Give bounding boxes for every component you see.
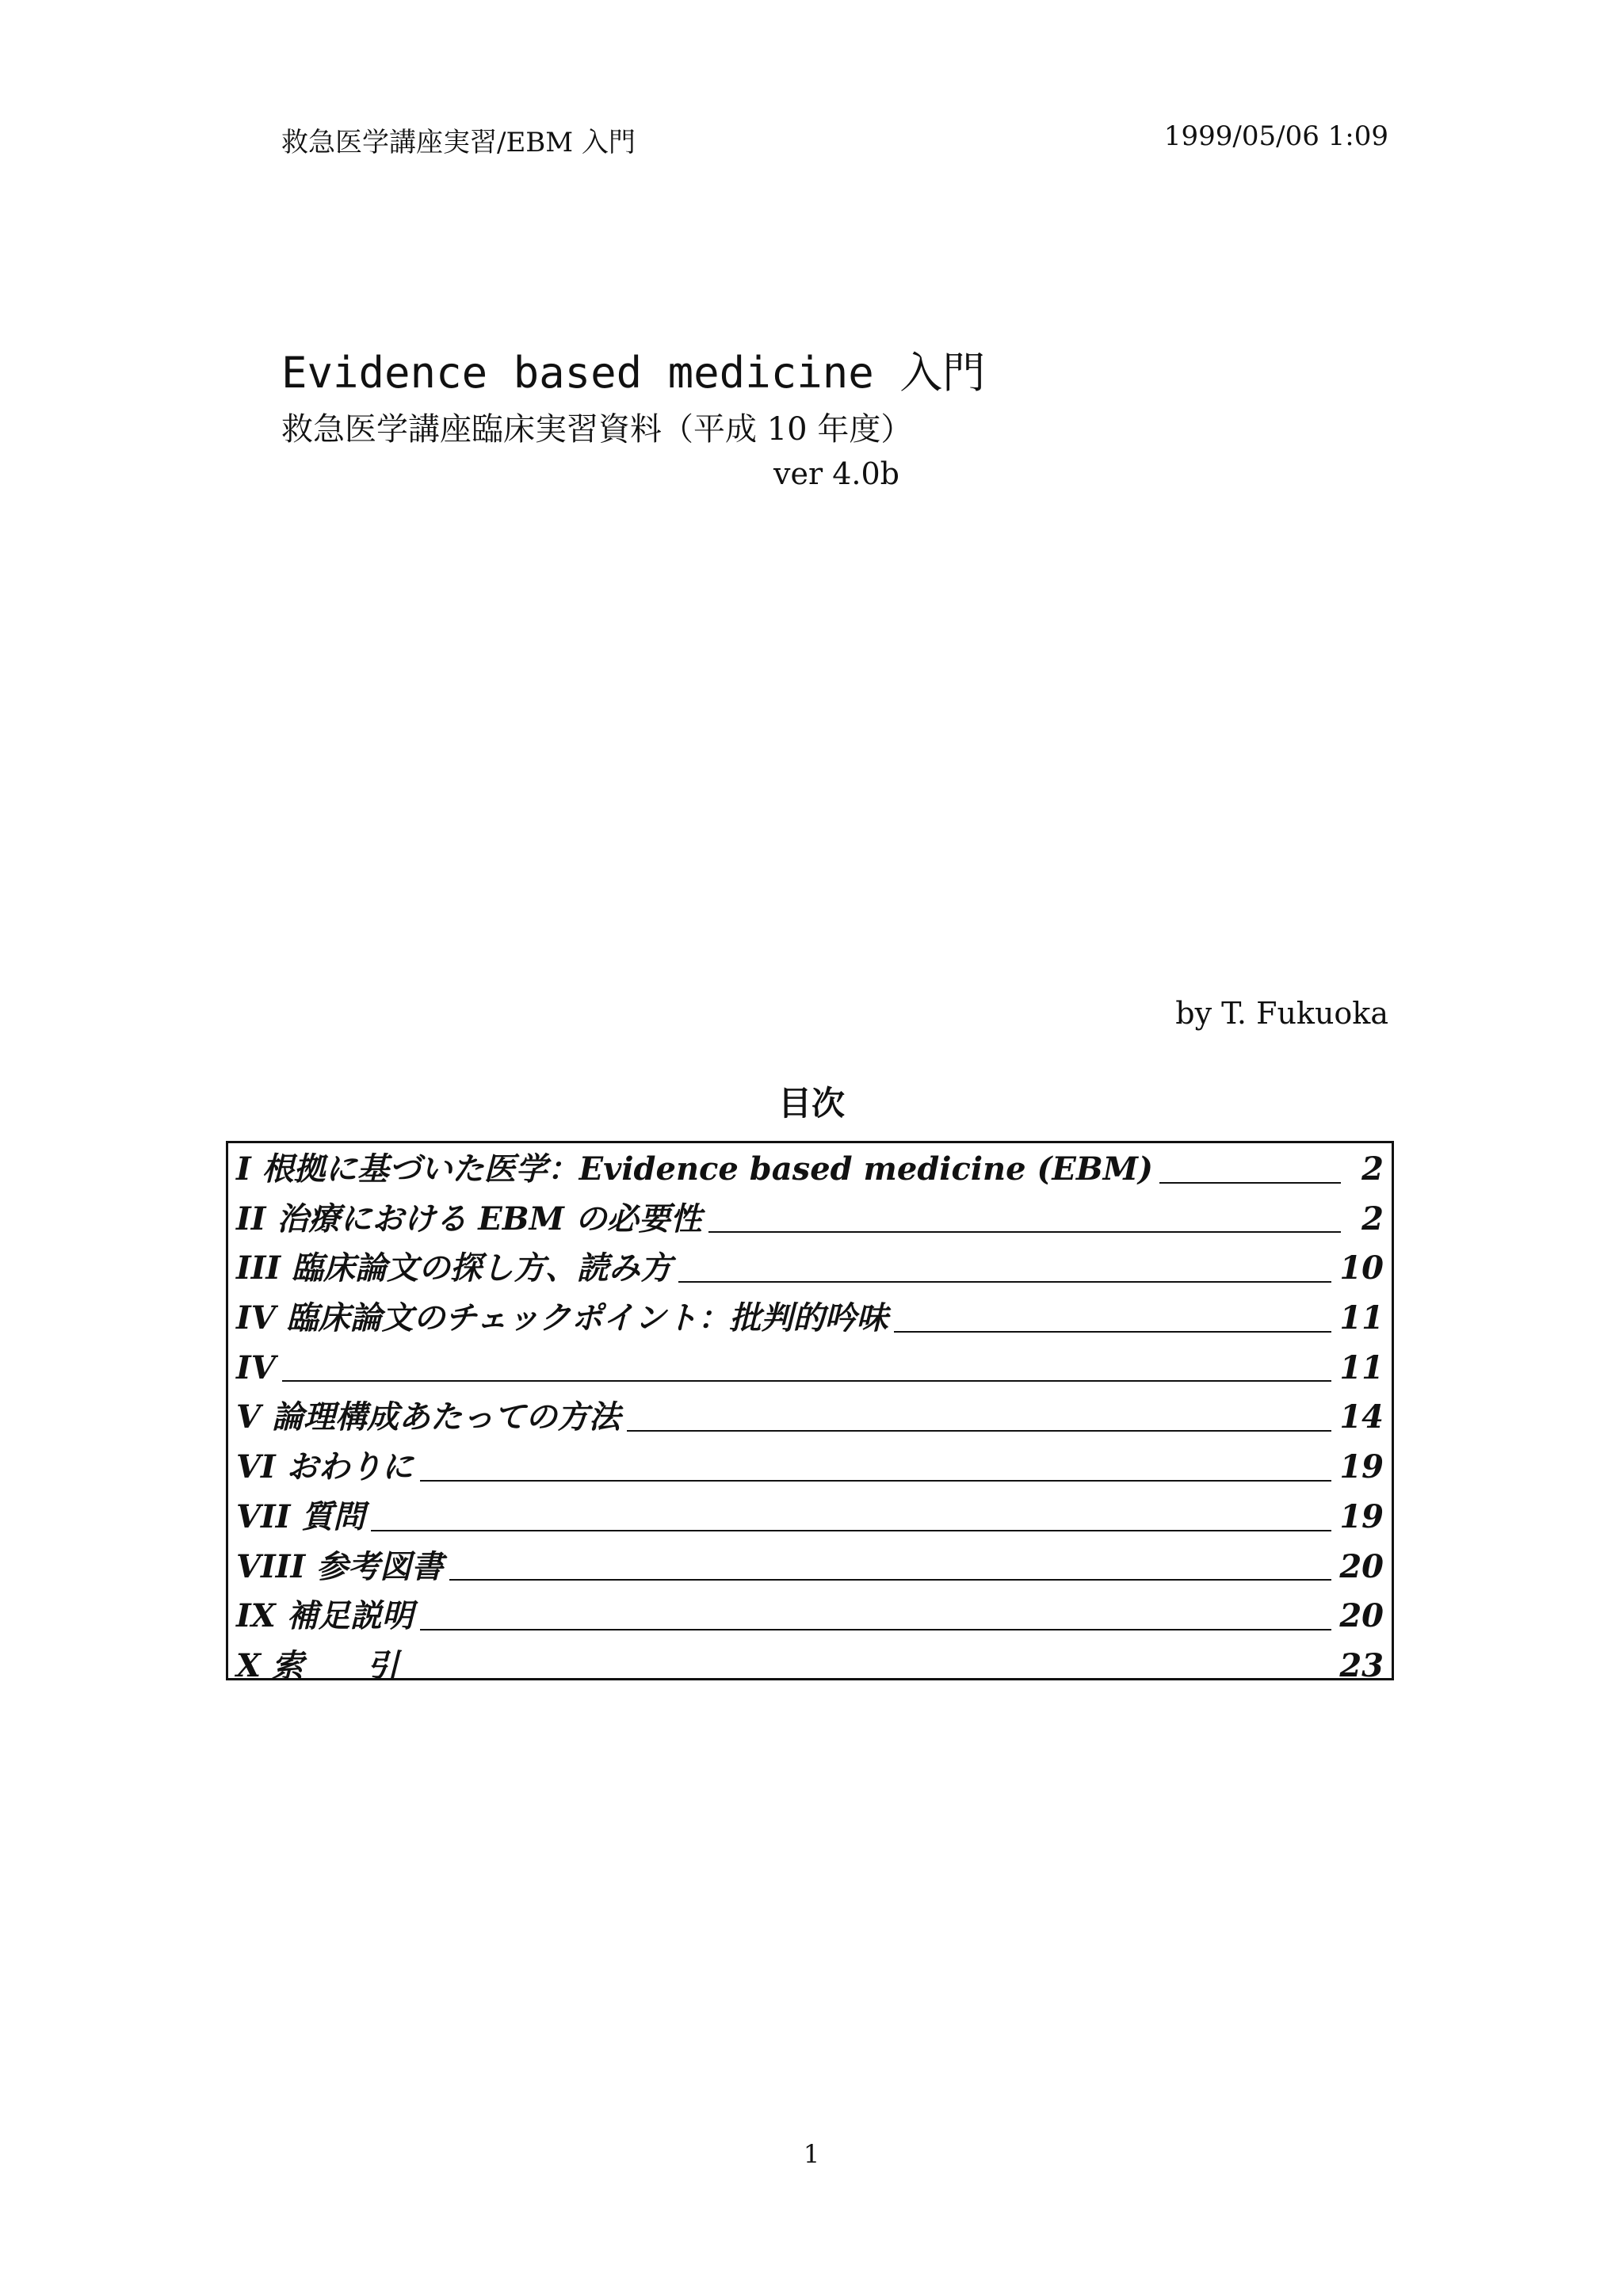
toc-entry-page: 14 [1339,1398,1384,1436]
document-version: ver 4.0b [773,456,899,491]
document-title: Evidence based medicine 入門 [281,348,986,398]
toc-entry-label: IX 補足説明 [236,1597,414,1635]
toc-entry-label: I 根拠に基づいた医学：Evidence based medicine (EBM) [236,1150,1153,1188]
page-header-date: 1999/05/06 1:09 [1163,120,1388,152]
toc-entry[interactable] [236,1145,1384,1195]
toc-entry-label: VI おわりに [236,1448,414,1486]
toc-leader [1159,1182,1341,1184]
toc-entry-page: 2 [1361,1199,1384,1238]
toc-entry[interactable] [236,1493,1384,1543]
toc-entry-label: VII 質問 [236,1497,365,1535]
toc-entry[interactable] [236,1592,1384,1642]
toc-entry-page: 19 [1339,1497,1384,1535]
toc-leader [627,1430,1331,1432]
toc-entry-label: V 論理構成あたっての方法 [236,1398,621,1436]
toc-leader [678,1281,1331,1283]
toc-leader [420,1629,1332,1630]
toc-entry-page: 23 [1339,1646,1384,1684]
toc-entry-page: 11 [1339,1348,1384,1386]
toc-leader [894,1331,1331,1333]
document-subtitle: 救急医学講座臨床実習資料（平成 10 年度） [281,411,913,448]
toc-leader [371,1530,1331,1531]
toc-entry[interactable] [236,1244,1384,1294]
toc-leader [282,1380,1332,1382]
toc-leader [449,1579,1331,1581]
toc-leader [405,1679,1331,1680]
toc-heading: 目次 [777,1084,845,1123]
toc-entry-page: 11 [1339,1299,1384,1337]
page-header-left: 救急医学講座実習/EBM 入門 [281,127,636,158]
toc-entry[interactable] [236,1393,1384,1443]
toc-entry[interactable] [236,1443,1384,1493]
toc-entry-page: 10 [1339,1249,1384,1287]
toc-entry[interactable] [236,1543,1384,1592]
toc-entry-label: IV 臨床論文のチェックポイント：批判的吟味 [236,1299,888,1337]
toc-leader [708,1231,1341,1233]
toc-entry-label: VIII 参考図書 [236,1547,444,1585]
toc-entry[interactable] [236,1294,1384,1344]
page-number: 1 [803,2139,820,2169]
document-author: by T. Fukuoka [1175,996,1388,1031]
toc-entry-page: 19 [1339,1448,1384,1486]
toc-entry-page: 20 [1339,1597,1384,1635]
table-of-contents [226,1141,1394,1684]
toc-entry[interactable] [236,1195,1384,1245]
toc-entry-label: X 索 引 [236,1646,399,1684]
toc-entry-page: 20 [1339,1547,1384,1585]
toc-entry-label: IV [236,1348,276,1386]
toc-entry[interactable] [236,1344,1384,1394]
toc-leader [420,1480,1332,1482]
toc-entry-label: II 治療における EBM の必要性 [236,1199,702,1238]
toc-entry-label: III 臨床論文の探し方、読み方 [236,1249,673,1287]
toc-entry-page: 2 [1361,1150,1384,1188]
toc-entry[interactable] [236,1642,1384,1691]
